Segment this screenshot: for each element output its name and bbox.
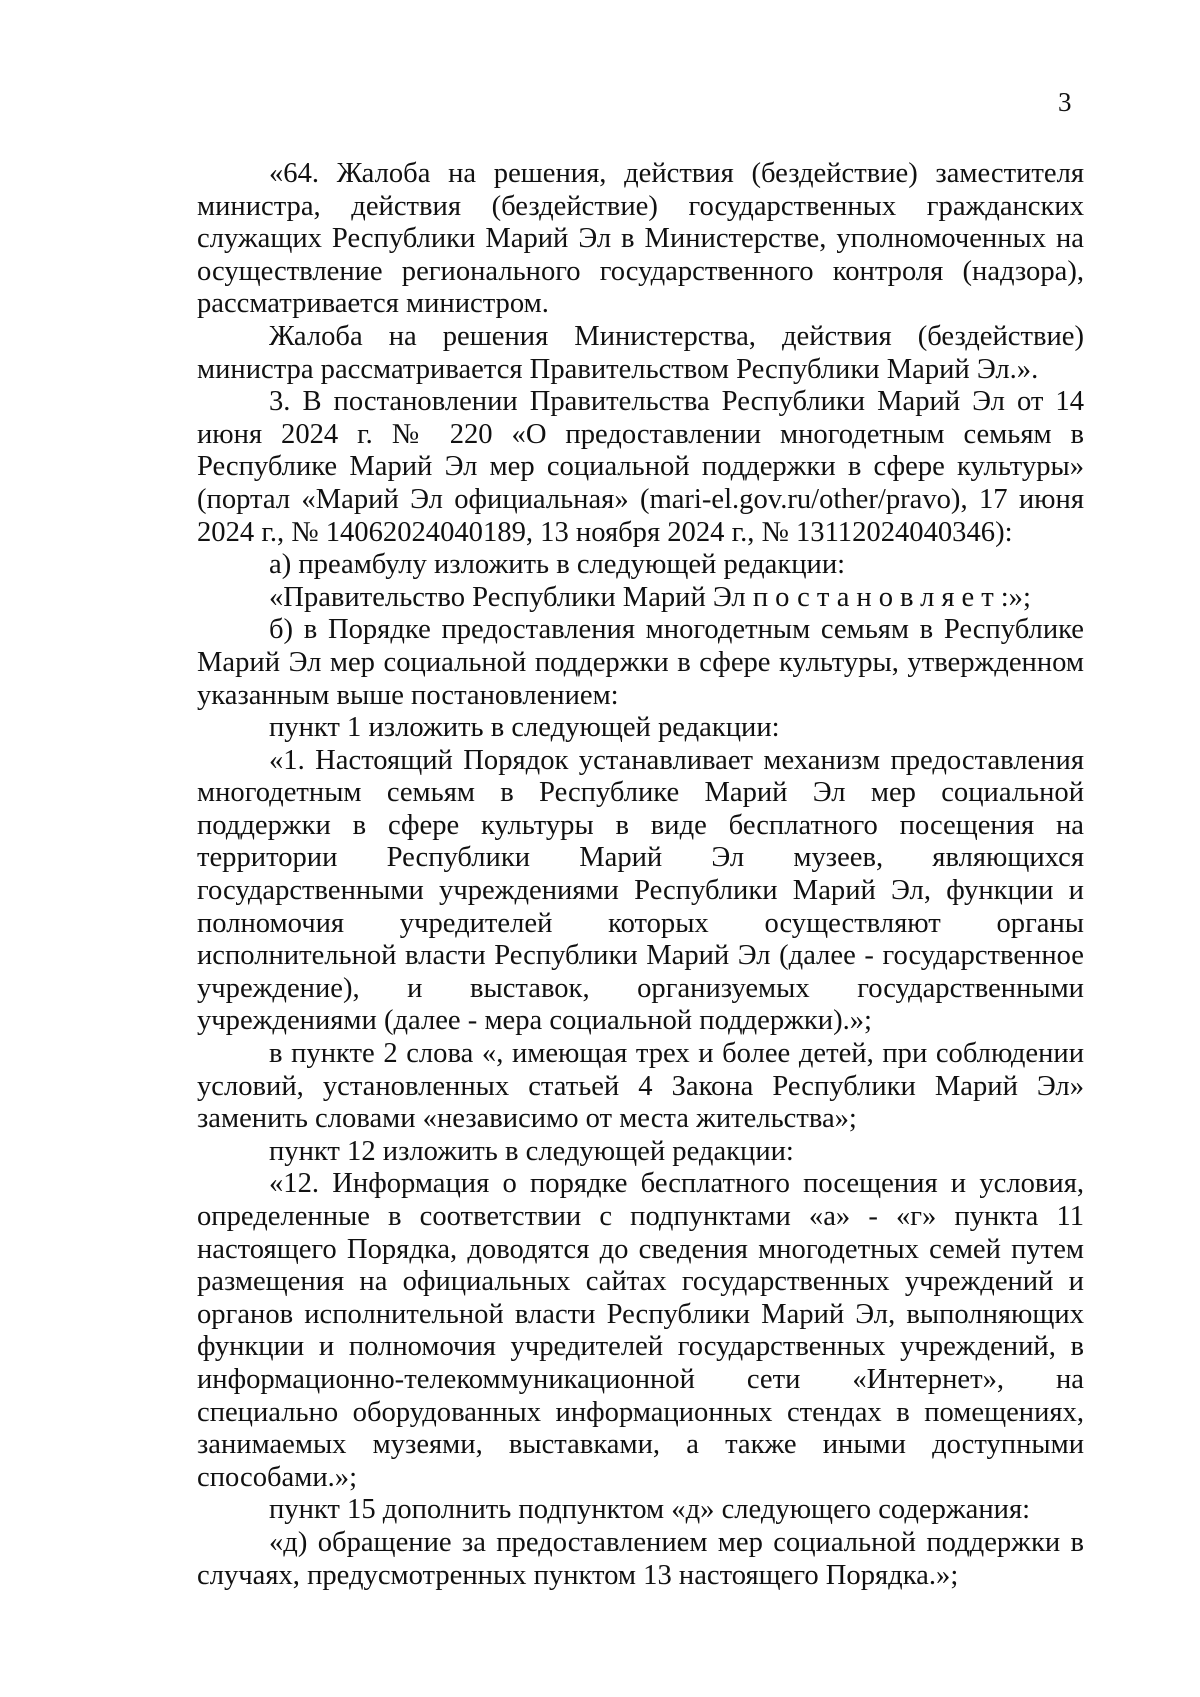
document-body [197,158,1084,1592]
preamble-lead: «Правительство Республики Марий Эл [269,581,746,613]
paragraph-point-1-intro: пункт 1 изложить в следующей редакции: [269,712,780,744]
paragraph-subpoint-d: «д) обращение за предоставлением мер социальной поддержки в случаях, предусмотренных пунктом 13 настоящего Порядка.»; [197,1526,1084,1591]
paragraph-point-12-intro: пункт 12 изложить в следующей редакции: [269,1135,794,1167]
paragraph-preamble-text [197,582,1084,615]
paragraph-point-15-intro: пункт 15 дополнить подпунктом «д» следующего содержания: [269,1494,1031,1526]
paragraph-point-1-text: «1. Настоящий Порядок устанавливает механизм предоставления многодетным семьям в Республике Марий Эл мер социальной поддержки в сфере культуры в виде бесплатного посещения на территории Республики Марий Эл музеев, являющихся государственными учреждениями Республики Марий Эл, функции и полномочия учредителей которых осуществляют органы исполнительной власти Республики Марий Эл (далее - государственное учреждение), и выставок, организуемых государственными учреждениями (далее - мера социальной поддержки).»; [197,744,1084,1037]
paragraph-point-2: в пункте 2 слова «, имеющая трех и более детей, при соблюдении условий, установленных статьей 4 Закона Республики Марий Эл» заменить словами «независимо от места жительства»; [197,1038,1084,1135]
preamble-tail: :»; [1000,581,1031,613]
paragraph-point-12-text: «12. Информация о порядке бесплатного посещения и условия, определенные в соответствии с подпунктами «а» - «г» пункта 11 настоящего Порядка, доводятся до сведения многодетных семей путем размещения на официальных сайтах государственных учреждений и органов исполнительной власти Республики Марий Эл, выполняющих функции и полномочия учредителей государственных учреждений, в информационно-телекоммуникационной сети «Интернет», на специально оборудованных информационных стендах в помещениях, занимаемых музеями, выставками, а также иными доступными способами.»; [197,1168,1084,1493]
paragraph-a-preamble: а) преамбулу изложить в следующей редакции: [269,549,846,581]
preamble-spaced-word: постановляет [752,581,1001,613]
paragraph-b-procedure: б) в Порядке предоставления многодетным семьям в Республике Марий Эл мер социальной поддержки в сфере культуры, утвержденном указанным выше постановлением: [197,614,1084,711]
paragraph-complaint-government: Жалоба на решения Министерства, действия (бездействие) министра рассматривается Правительством Республики Марий Эл.». [197,320,1084,385]
paragraph-64-complaint: «64. Жалоба на решения, действия (бездействие) заместителя министра, действия (бездействие) государственных гражданских служащих Республики Марий Эл в Министерстве, уполномоченных на осуществление регионального государственного контроля (надзора), рассматривается министром. [197,158,1084,320]
page-number: 3 [1058,87,1072,117]
paragraph-3-resolution: 3. В постановлении Правительства Республики Марий Эл от 14 июня 2024 г. № 220 «О предоставлении многодетным семьям в Республике Марий Эл мер социальной поддержки в сфере культуры» (портал «Марий Эл официальная» (mari-el.gov.ru/other/pravo), 17 июня 2024 г., № 14062024040189, 13 ноября 2024 г., № 13112024040346): [197,386,1084,548]
